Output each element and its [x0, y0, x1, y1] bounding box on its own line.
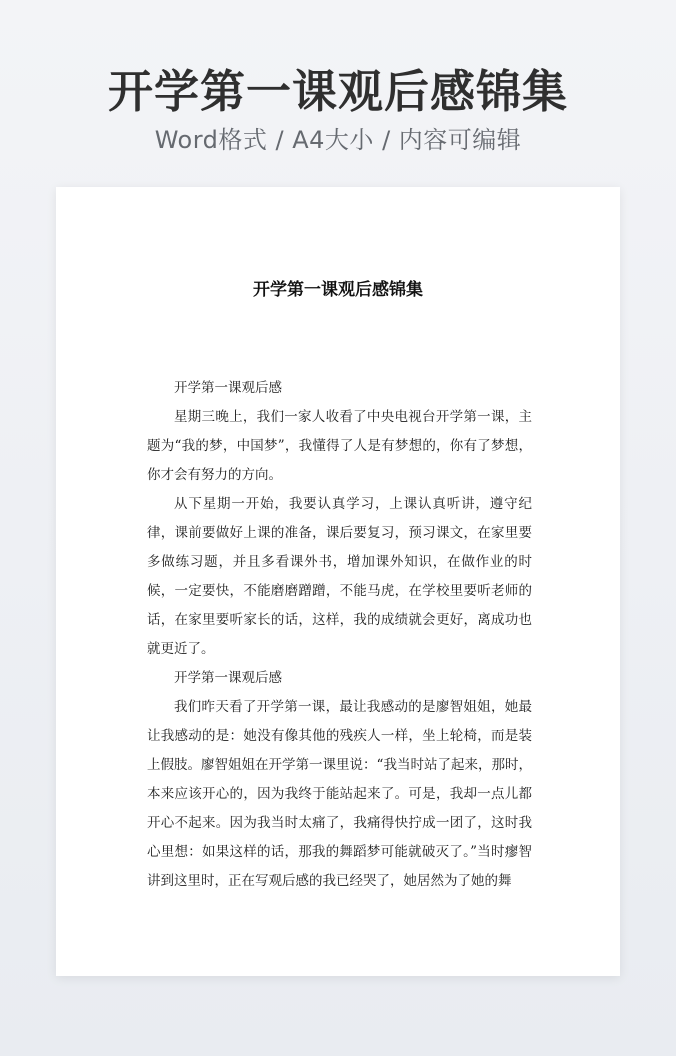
paragraph: 从下星期一开始，我要认真学习，上课认真听讲，遵守纪律，课前要做好上课的准备，课后要复习，预习课文，在家里要多做练习题，并且多看课外书，增加课外知识，在做作业的时候，一定要快，不能磨磨蹭蹭，不能马虎，在学校里要听老师的话，在家里要听家长的话，这样，我的成绩就会更好，离成功也就更近了。 — [147, 496, 532, 657]
section-heading: 开学第一课观后感 — [174, 380, 282, 396]
section-heading: 开学第一课观后感 — [174, 670, 282, 686]
banner-subtitle: Word格式 / A4大小 / 内容可编辑 — [154, 126, 522, 154]
banner-title: 开学第一课观后感锦集 — [107, 65, 568, 118]
paragraph: 星期三晚上，我们一家人收看了中央电视台开学第一课，主题为“我的梦，中国梦”，我懂得了人是有梦想的，你有了梦想，你才会有努力的方向。 — [147, 409, 532, 483]
document-page — [56, 187, 620, 976]
banner — [0, 62, 676, 156]
document-title: 开学第一课观后感锦集 — [253, 280, 423, 300]
paragraph: 我们昨天看了开学第一课，最让我感动的是廖智姐姐，她最让我感动的是：她没有像其他的残疾人一样，坐上轮椅，而是装上假肢。廖智姐姐在开学第一课里说：“我当时站了起来，那时，本来应该开心的，因为我终于能站起来了。可是，我却一点儿都开心不起来。因为我当时太痛了，我痛得快拧成一团了，这时我心里想：如果这样的话，那我的舞蹈梦可能就破灭了。”当时瘳智讲到这里时，正在写观后感的我已经哭了，她居然为了她的舞 — [147, 699, 532, 889]
document-body — [147, 374, 532, 896]
